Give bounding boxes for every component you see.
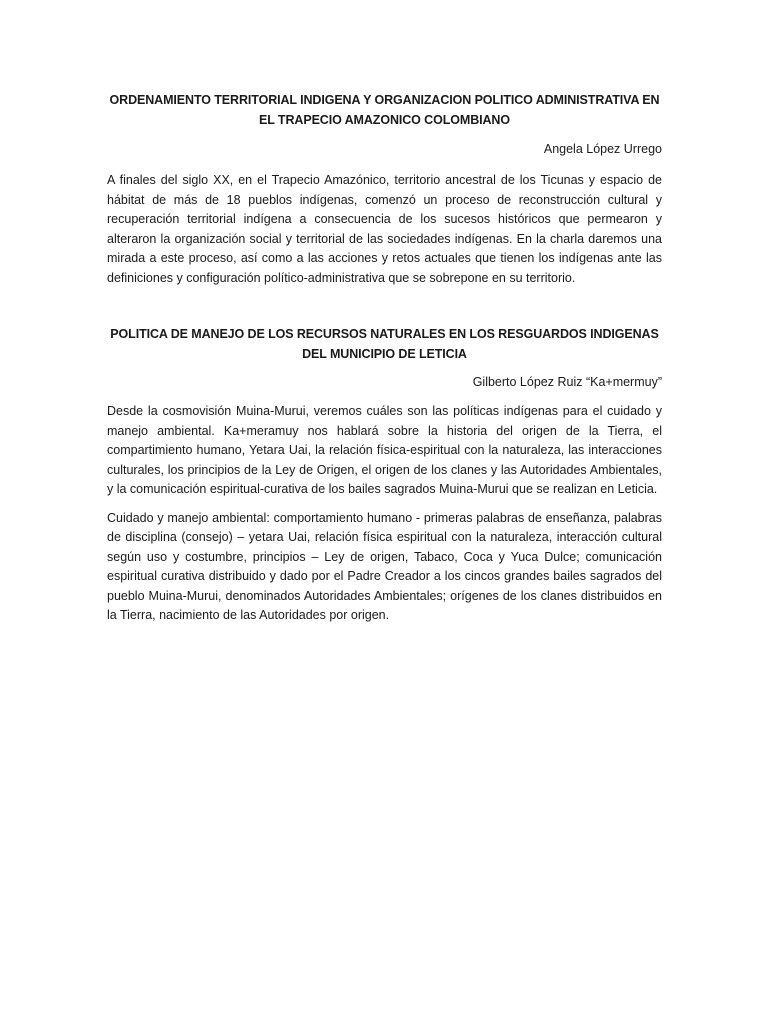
author-name: Angela López Urrego — [543, 142, 662, 156]
paragraph: Desde la cosmovisión Muina-Murui, veremos cuáles son las políticas indígenas para el cuidado y manejo ambiental. Ka+meramuy nos hablará sobre la historia del origen de la Tierra, el compartimiento humano, Yetara Uai, la relación física-espiritual con la naturaleza, las interacciones culturales, los principios de la Ley de Origen, el origen de los clanes y las Autoridades Ambientales, y la comunicación espiritual-curativa de los bailes sagrados Muina-Murui que se realizan en Leticia. — [107, 404, 662, 496]
document-body — [107, 90, 662, 626]
section-title: POLITICA DE MANEJO DE LOS RECURSOS NATURALES EN LOS RESGUARDOS INDIGENAS DEL MUNICIPIO DE LETICIA — [110, 327, 659, 361]
section-territorial — [107, 90, 662, 288]
section-recursos-naturales — [107, 324, 662, 626]
paragraph: Cuidado y manejo ambiental: comportamiento humano - primeras palabras de enseñanza, palabras de disciplina (consejo) – yetara Uai, relación física espiritual con la naturaleza, interacción cultural según uso y costumbre, principios – Ley de origen, Tabaco, Coca y Yuca Dulce; comunicación espiritual curativa distribuido y dado por el Padre Creador a los cincos grandes bailes sagrados del pueblo Muina-Murui, denominados Autoridades Ambientales; orígenes de los clanes distribuidos en la Tierra, nacimiento de las Autoridades por origen. — [107, 510, 662, 622]
author-name: Gilberto López Ruiz “Ka+mermuy” — [472, 375, 662, 389]
paragraph: A finales del siglo XX, en el Trapecio Amazónico, territorio ancestral de los Ticunas y espacio de hábitat de más de 18 pueblos indígenas, comenzó un proceso de reconstrucción cultural y recuperación territorial indígena a consecuencia de los sucesos históricos que permearon y alteraron la organización social y territorial de las sociedades indígenas. En la charla daremos una mirada a este proceso, así como a las acciones y retos actuales que tienen los indígenas ante las definiciones y configuración político-administrativa que se sobrepone en su territorio. — [107, 173, 662, 285]
section-title: ORDENAMIENTO TERRITORIAL INDIGENA Y ORGANIZACION POLITICO ADMINISTRATIVA EN EL TRAPECIO AMAZONICO COLOMBIANO — [109, 93, 660, 127]
